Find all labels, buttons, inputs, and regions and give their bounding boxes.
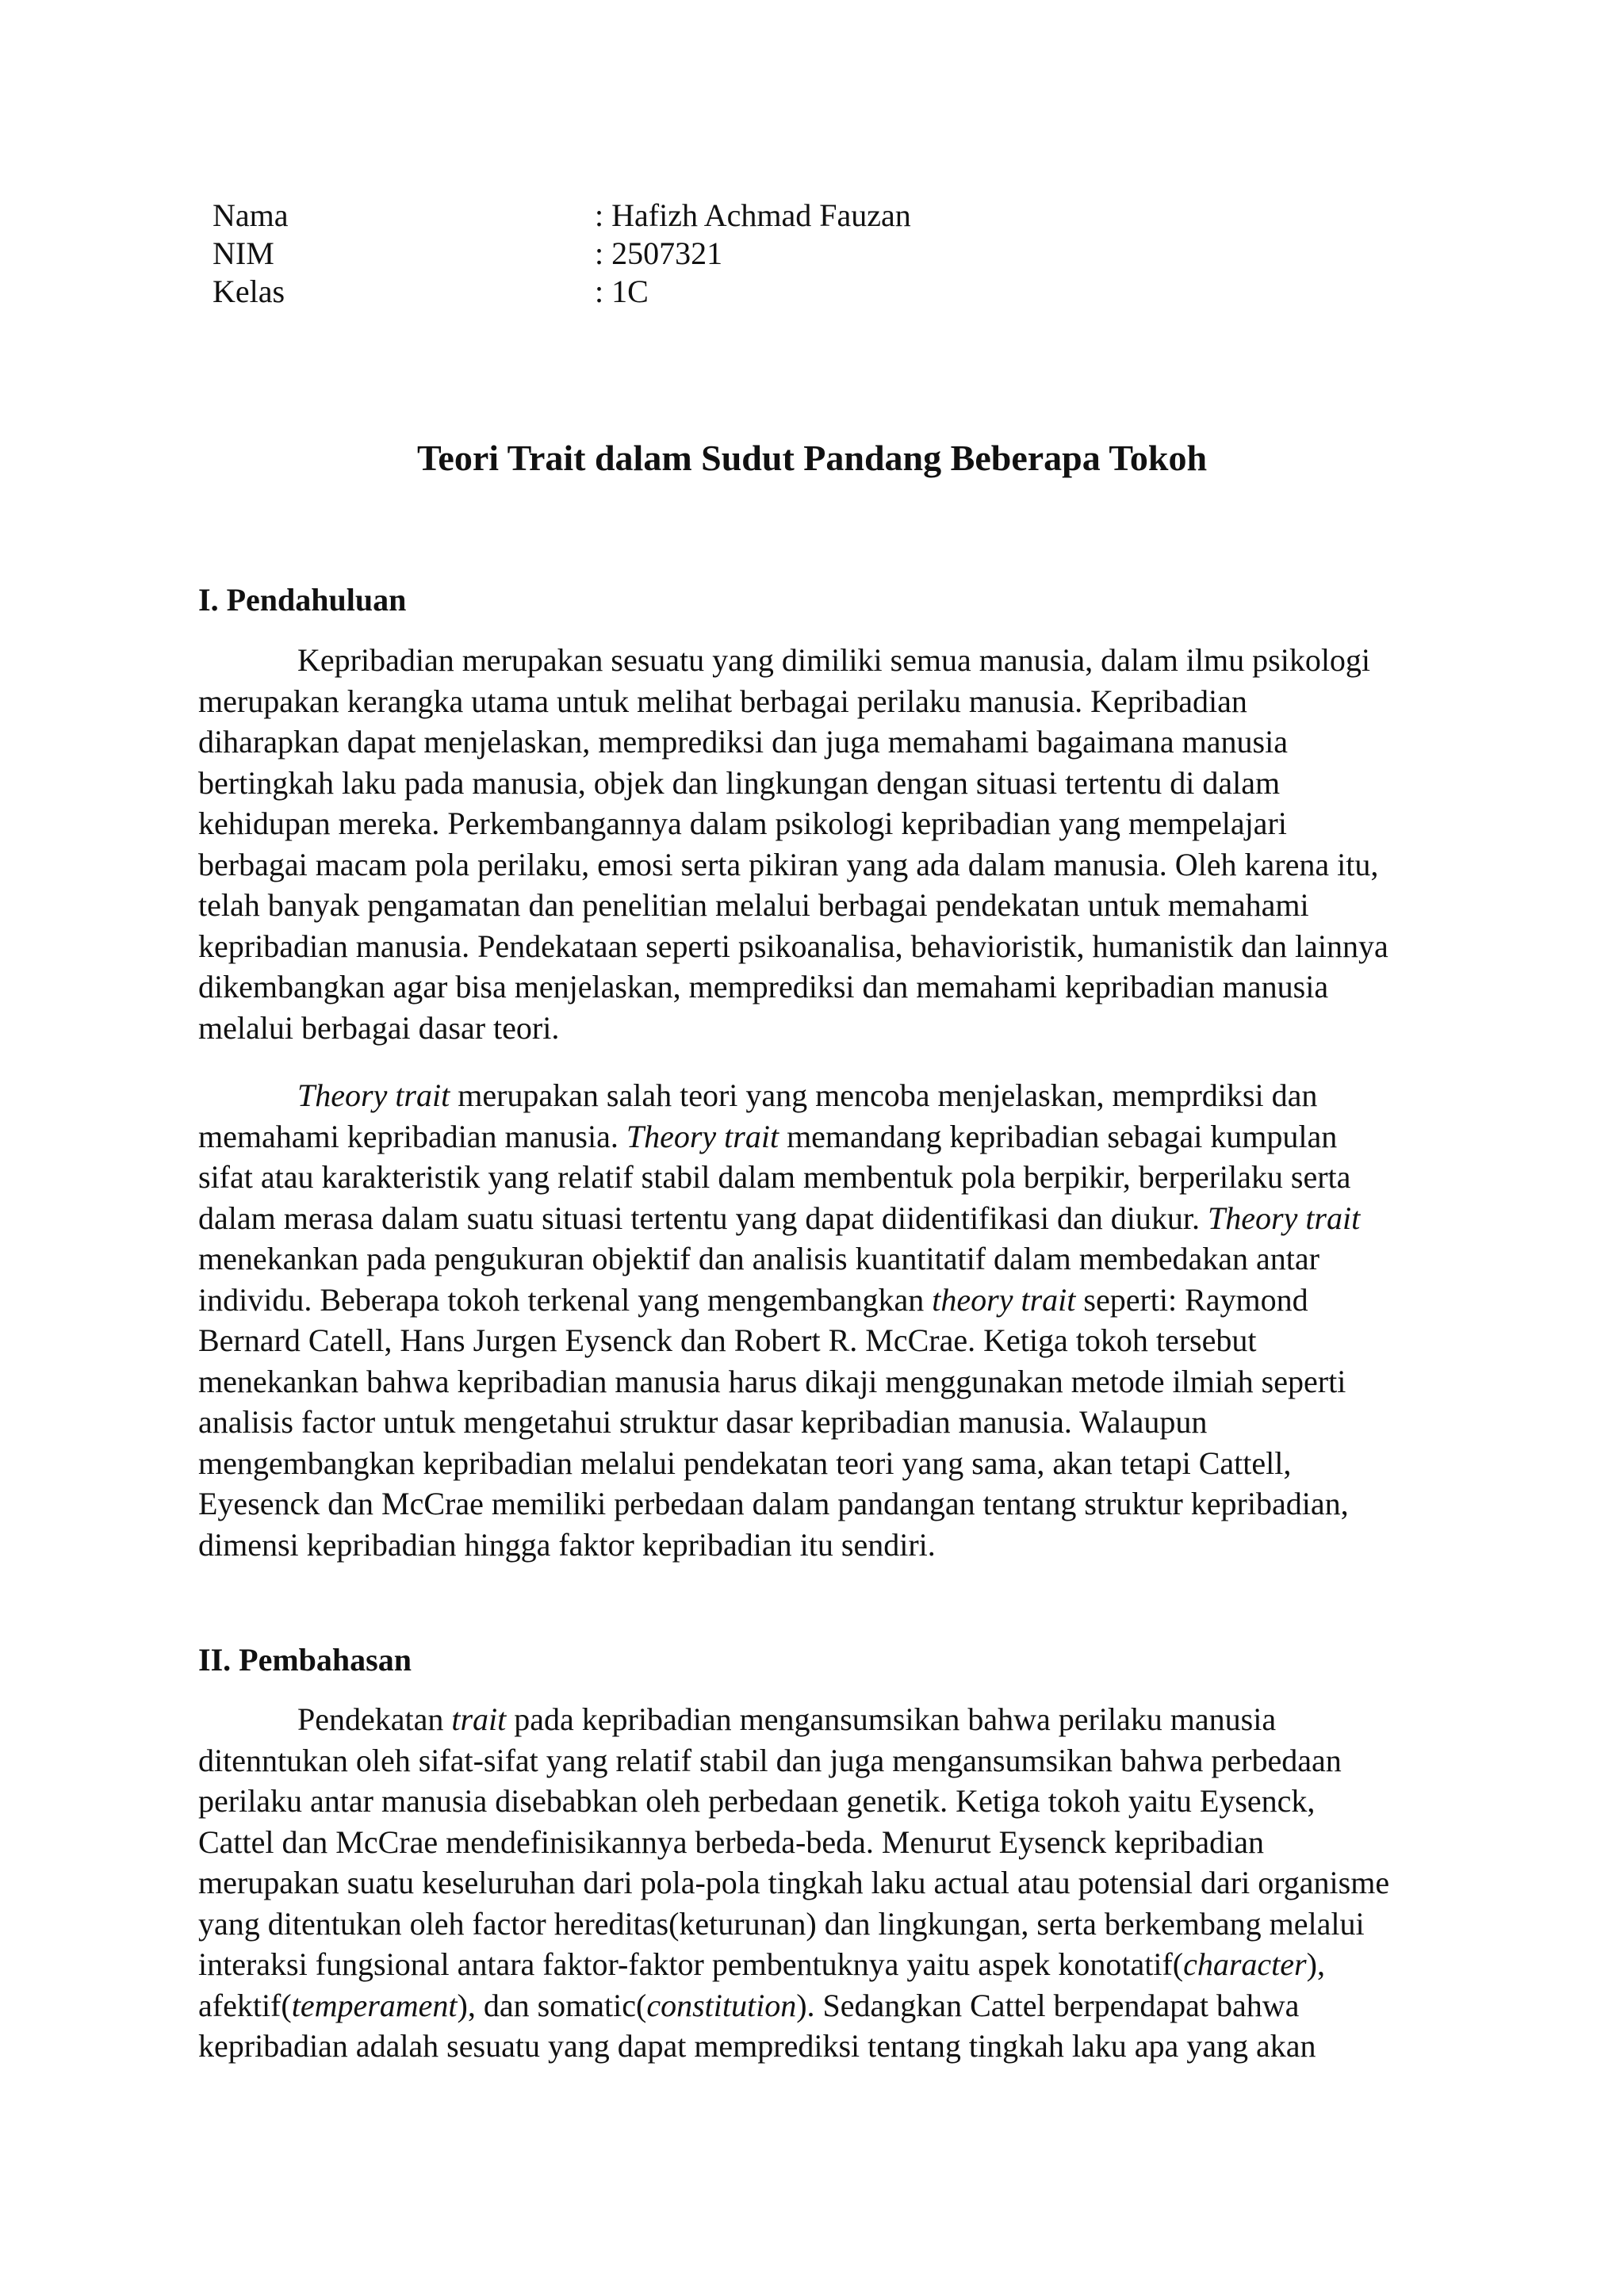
identity-label: Nama xyxy=(213,197,289,233)
text-line xyxy=(198,2026,1483,2067)
text-line xyxy=(198,1402,1483,1443)
text-run: kepribadian adalah sesuatu yang dapat memprediksi tentang tingkah laku apa yang akan xyxy=(198,2028,1316,2064)
italic-term: trait xyxy=(451,1701,507,1737)
text-run: menekankan bahwa kepribadian manusia harus dikaji menggunakan metode ilmiah seperti xyxy=(198,1363,1346,1399)
paragraph xyxy=(198,640,1483,1048)
text-line xyxy=(198,1483,1483,1525)
paragraph-gap xyxy=(198,1048,1483,1075)
text-line xyxy=(198,1280,1483,1321)
paragraph xyxy=(198,1075,1483,1565)
text-line xyxy=(198,1862,1483,1904)
text-line xyxy=(198,1904,1483,1945)
text-line xyxy=(198,1822,1483,1863)
text-line xyxy=(198,1443,1483,1484)
text-run: Eyesenck dan McCrae memiliki perbedaan dalam pandangan tentang struktur kepribadian, xyxy=(198,1486,1349,1521)
italic-term: theory trait xyxy=(932,1281,1076,1318)
text-line xyxy=(198,1699,1483,1740)
section-body-pembahasan xyxy=(198,1699,1483,2067)
text-line xyxy=(198,1238,1483,1280)
text-line xyxy=(198,1944,1483,1985)
text-run: Pendekatan xyxy=(297,1701,452,1737)
text-run: analisis factor untuk mengetahui struktur dasar kepribadian manusia. Walaupun xyxy=(198,1404,1208,1440)
italic-term: temperament xyxy=(291,1987,458,2023)
text-line xyxy=(198,844,1483,886)
text-run: dalam merasa dalam suatu situasi tertentu yang dapat diidentifikasi dan diukur. xyxy=(198,1200,1208,1236)
text-run: diharapkan dapat menjelaskan, memprediksi dan juga memahami bagaimana manusia xyxy=(198,724,1288,760)
text-line xyxy=(198,1198,1483,1239)
identity-label: NIM xyxy=(213,235,274,271)
text-run: seperti: Raymond xyxy=(1075,1281,1308,1318)
text-run: perilaku antar manusia disebabkan oleh perbedaan genetik. Ketiga tokoh yaitu Eysenck, xyxy=(198,1783,1316,1819)
text-run: memahami kepribadian manusia. xyxy=(198,1118,626,1154)
section-heading-pendahuluan: I. Pendahuluan xyxy=(198,582,407,618)
italic-term: Theory trait xyxy=(1208,1200,1361,1236)
text-run: Cattel dan McCrae mendefinisikannya berbeda-beda. Menurut Eysenck kepribadian xyxy=(198,1823,1264,1860)
text-line xyxy=(198,1525,1483,1566)
text-line xyxy=(198,966,1483,1008)
identity-value: : Hafizh Achmad Fauzan xyxy=(595,197,911,233)
text-line xyxy=(198,803,1483,844)
identity-value: : 2507321 xyxy=(595,235,723,271)
text-run: ), dan somatic( xyxy=(457,1987,647,2023)
italic-term: Theory trait xyxy=(297,1077,450,1113)
text-run: bertingkah laku pada manusia, objek dan lingkungan dengan situasi tertentu di dalam xyxy=(198,764,1281,801)
text-run: Bernard Catell, Hans Jurgen Eysenck dan Robert R. McCrae. Ketiga tokoh tersebut xyxy=(198,1322,1257,1358)
text-line xyxy=(198,1985,1483,2026)
text-run: pada kepribadian mengansumsikan bahwa perilaku manusia xyxy=(506,1701,1277,1737)
text-run: menekankan pada pengukuran objektif dan analisis kuantitatif dalam membedakan antar xyxy=(198,1241,1320,1276)
text-run: memandang kepribadian sebagai kumpulan xyxy=(779,1118,1338,1154)
paragraph xyxy=(198,1699,1483,2067)
text-run: dikembangkan agar bisa menjelaskan, memprediksi dan memahami kepribadian manusia xyxy=(198,969,1329,1004)
text-run: kepribadian manusia. Pendekataan seperti psikoanalisa, behavioristik, humanistik dan lainnya xyxy=(198,928,1388,964)
text-line xyxy=(198,1116,1483,1158)
text-run: kehidupan mereka. Perkembangannya dalam psikologi kepribadian yang mempelajari xyxy=(198,806,1287,841)
student-identity xyxy=(213,197,911,311)
identity-row-kelas xyxy=(213,273,911,311)
text-run: merupakan salah teori yang mencoba menjelaskan, memprdiksi dan xyxy=(450,1077,1318,1113)
italic-term: constitution xyxy=(646,1987,797,2023)
italic-term: Theory trait xyxy=(626,1118,779,1154)
identity-label: Kelas xyxy=(213,274,285,309)
text-line xyxy=(198,1075,1483,1116)
section-heading-pembahasan: II. Pembahasan xyxy=(198,1642,412,1678)
text-run: merupakan kerangka utama untuk melihat berbagai perilaku manusia. Kepribadian xyxy=(198,683,1247,719)
text-line xyxy=(198,721,1483,763)
identity-row-nim xyxy=(213,235,911,273)
text-run: individu. Beberapa tokoh terkenal yang mengembangkan xyxy=(198,1281,933,1318)
text-run: berbagai macam pola perilaku, emosi serta pikiran yang ada dalam manusia. Oleh karena itu, xyxy=(198,846,1379,882)
text-run: melalui berbagai dasar teori. xyxy=(198,1009,560,1046)
text-run: telah banyak pengamatan dan penelitian melalui berbagai pendekatan untuk memahami xyxy=(198,887,1309,923)
text-run: dimensi kepribadian hingga faktor kepribadian itu sendiri. xyxy=(198,1526,936,1563)
text-run: merupakan suatu keseluruhan dari pola-pola tingkah laku actual atau potensial dari organisme xyxy=(198,1865,1390,1900)
text-run: afektif( xyxy=(198,1987,292,2023)
text-line xyxy=(198,640,1483,681)
text-run: sifat atau karakteristik yang relatif stabil dalam membentuk pola berpikir, berperilaku serta xyxy=(198,1159,1351,1195)
text-run: mengembangkan kepribadian melalui pendekatan teori yang sama, akan tetapi Cattell, xyxy=(198,1445,1292,1481)
text-line xyxy=(198,1740,1483,1781)
text-run: yang ditentukan oleh factor hereditas(keturunan) dan lingkungan, serta berkembang melalui xyxy=(198,1905,1365,1942)
text-line xyxy=(198,885,1483,926)
text-line xyxy=(198,681,1483,722)
identity-row-nama xyxy=(213,197,911,235)
text-line xyxy=(198,1157,1483,1198)
text-line xyxy=(198,926,1483,967)
document-title: Teori Trait dalam Sudut Pandang Beberapa Tokoh xyxy=(416,438,1208,478)
text-run: interaksi fungsional antara faktor-faktor pembentuknya yaitu aspek konotatif( xyxy=(198,1946,1184,1982)
text-line xyxy=(198,1361,1483,1402)
text-run: ). Sedangkan Cattel berpendapat bahwa xyxy=(796,1987,1300,2023)
section-body-pendahuluan xyxy=(198,640,1483,1565)
text-line xyxy=(198,1781,1483,1822)
text-run: ), xyxy=(1306,1946,1325,1982)
italic-term: character xyxy=(1183,1946,1307,1982)
text-line xyxy=(198,1008,1483,1049)
text-line xyxy=(198,1320,1483,1361)
identity-value: : 1C xyxy=(595,274,649,309)
text-line xyxy=(198,763,1483,804)
text-run: Kepribadian merupakan sesuatu yang dimiliki semua manusia, dalam ilmu psikologi xyxy=(297,642,1371,678)
text-run: ditenntukan oleh sifat-sifat yang relatif stabil dan juga mengansumsikan bahwa perbedaan xyxy=(198,1742,1342,1778)
